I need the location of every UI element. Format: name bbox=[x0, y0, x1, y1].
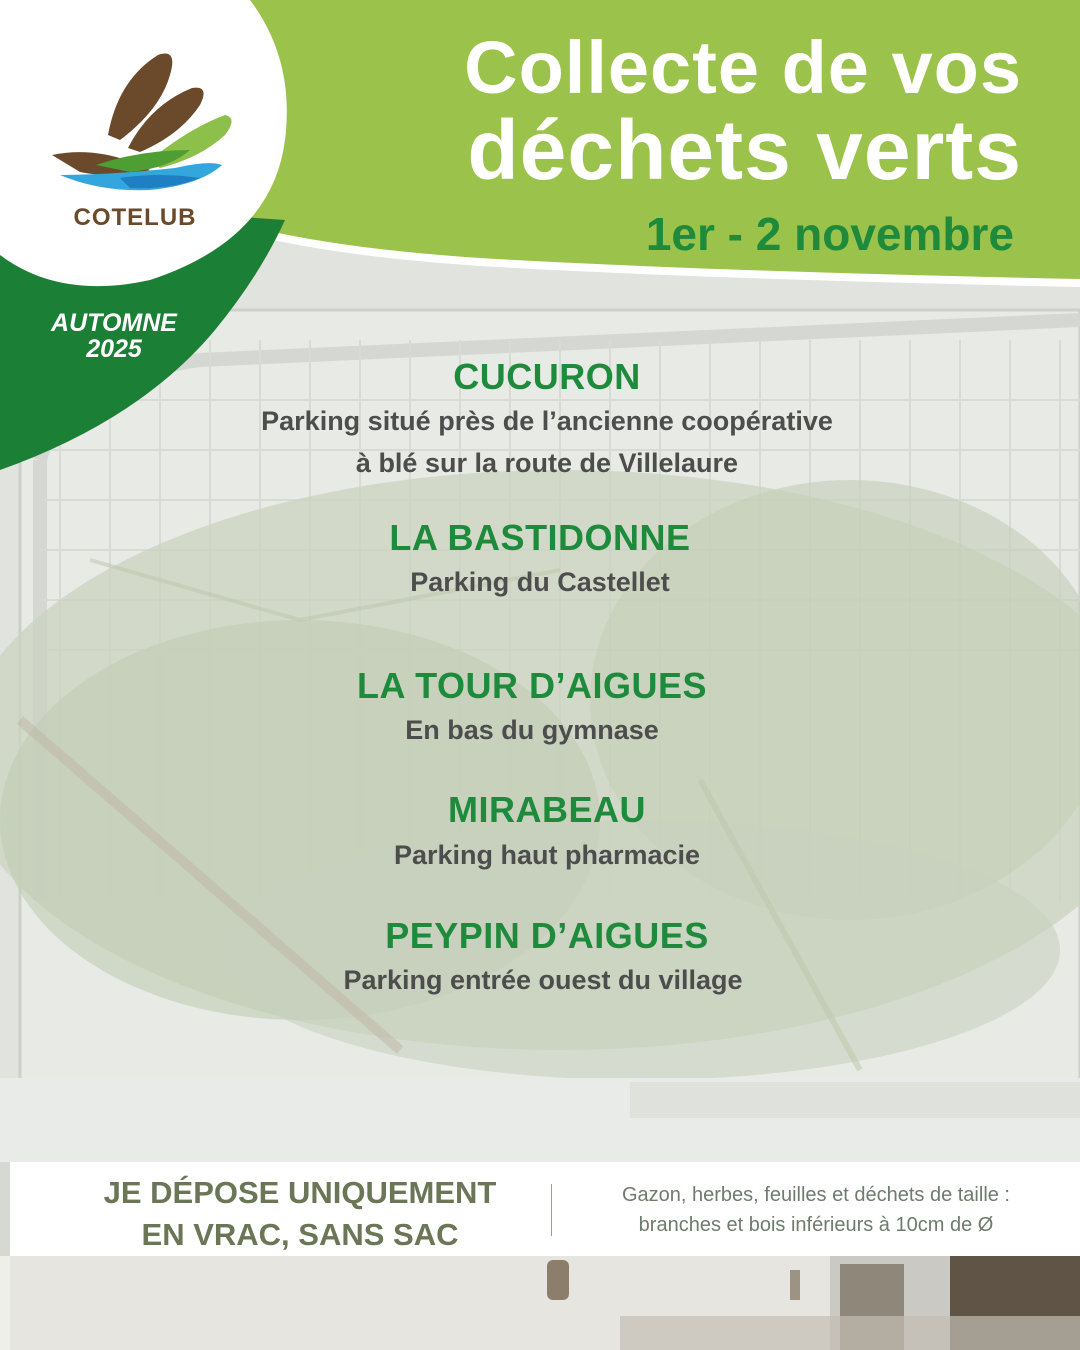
collection-date: 1er - 2 novembre bbox=[645, 208, 1014, 260]
deposit-rule-line-1: JE DÉPOSE UNIQUEMENT bbox=[103, 1175, 497, 1210]
location-name-la-bastidonne: LA BASTIDONNE bbox=[389, 517, 691, 558]
season-year: 2025 bbox=[86, 335, 142, 363]
location-desc-peypin-daigues: Parking entrée ouest du village bbox=[343, 965, 743, 995]
location-desc-cucuron-2: à blé sur la route de Villelaure bbox=[355, 448, 739, 478]
accepted-waste-line-2: branches et bois inférieurs à 10cm de Ø bbox=[638, 1214, 994, 1236]
location-name-peypin-daigues: PEYPIN D’AIGUES bbox=[385, 915, 709, 956]
deposit-rule bbox=[10, 1172, 590, 1256]
deposit-notice bbox=[10, 1162, 1080, 1256]
accepted-waste-line-1: Gazon, herbes, feuilles et déchets de taille : bbox=[621, 1184, 1010, 1206]
location-desc-cucuron-1: Parking situé près de l’ancienne coopérative bbox=[261, 406, 833, 436]
location-desc-mirabeau: Parking haut pharmacie bbox=[393, 840, 701, 870]
location-name-cucuron: CUCURON bbox=[453, 356, 641, 397]
title-line-1: Collecte de vos bbox=[464, 26, 1022, 109]
trailer-photo-strip bbox=[0, 1256, 1080, 1350]
location-desc-la-bastidonne: Parking du Castellet bbox=[410, 567, 670, 597]
location-name-mirabeau: MIRABEAU bbox=[448, 789, 646, 830]
location-desc-la-tour-daigues: En bas du gymnase bbox=[405, 715, 659, 745]
location-name-la-tour-daigues: LA TOUR D’AIGUES bbox=[356, 665, 708, 706]
accepted-waste bbox=[566, 1180, 1066, 1240]
season-text: AUTOMNE bbox=[51, 309, 177, 337]
title-line-2: déchets verts bbox=[467, 103, 1022, 197]
deposit-rule-line-2: EN VRAC, SANS SAC bbox=[141, 1217, 459, 1252]
brand-name: COTELUB bbox=[73, 204, 197, 231]
notice-divider bbox=[551, 1184, 552, 1236]
